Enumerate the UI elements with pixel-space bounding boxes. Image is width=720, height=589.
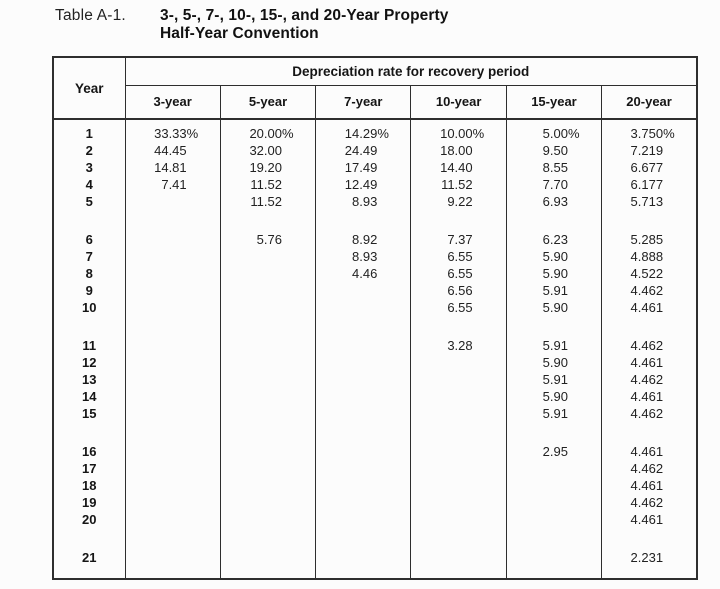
rate-cell bbox=[316, 210, 411, 231]
rate-cell bbox=[411, 511, 506, 528]
rate-value: 5.90 bbox=[542, 266, 568, 281]
rate-cell bbox=[602, 422, 697, 443]
rate-cell bbox=[411, 337, 506, 354]
rate-cell bbox=[602, 231, 697, 248]
rate-value: 6.55 bbox=[447, 249, 473, 264]
rate-cell bbox=[316, 443, 411, 460]
rate-cell bbox=[602, 477, 697, 494]
year-cell: 3 bbox=[53, 159, 125, 176]
year-header-cell: Year bbox=[53, 57, 125, 119]
rate-value: 4.461 bbox=[630, 444, 664, 459]
table-row bbox=[53, 371, 697, 388]
rate-cell bbox=[411, 371, 506, 388]
rate-value: 3.28 bbox=[447, 338, 473, 353]
rate-cell bbox=[220, 388, 315, 405]
rate-cell bbox=[125, 477, 220, 494]
column-header-3-year: 3-year bbox=[125, 85, 220, 119]
rate-value: 17.49 bbox=[344, 160, 378, 175]
rate-cell bbox=[125, 282, 220, 299]
year-cell: 9 bbox=[53, 282, 125, 299]
rate-value: 8.93 bbox=[352, 249, 378, 264]
rate-cell bbox=[411, 477, 506, 494]
rate-value: 5.90 bbox=[542, 389, 568, 404]
rate-cell bbox=[602, 494, 697, 511]
rate-cell bbox=[506, 299, 601, 316]
rate-cell bbox=[125, 528, 220, 549]
rate-cell bbox=[602, 265, 697, 282]
rate-value: 19.20 bbox=[249, 160, 282, 175]
rate-value: 6.56 bbox=[447, 283, 473, 298]
rate-cell bbox=[220, 193, 315, 210]
rate-cell bbox=[506, 528, 601, 549]
table-row bbox=[53, 549, 697, 566]
rate-value: 4.462 bbox=[630, 495, 664, 510]
group-spacer-row bbox=[53, 528, 697, 549]
year-cell: 12 bbox=[53, 354, 125, 371]
depreciation-table bbox=[52, 56, 698, 580]
rate-cell bbox=[220, 299, 315, 316]
rate-value: 5.90 bbox=[542, 249, 568, 264]
rate-cell bbox=[602, 460, 697, 477]
rate-cell bbox=[602, 299, 697, 316]
rate-cell bbox=[125, 422, 220, 443]
year-cell bbox=[53, 316, 125, 337]
rate-value: 6.677 bbox=[630, 160, 664, 175]
rate-cell bbox=[125, 299, 220, 316]
rate-cell bbox=[125, 265, 220, 282]
column-header-row bbox=[53, 85, 697, 119]
column-header-7-year: 7-year bbox=[316, 85, 411, 119]
rate-cell bbox=[602, 176, 697, 193]
rate-value: 6.55 bbox=[447, 300, 473, 315]
rate-value: 7.70 bbox=[542, 177, 568, 192]
rate-cell bbox=[602, 405, 697, 422]
rate-value: 4.461 bbox=[630, 478, 664, 493]
year-cell: 18 bbox=[53, 477, 125, 494]
rate-cell bbox=[316, 176, 411, 193]
rate-value: 4.462 bbox=[630, 338, 664, 353]
span-header-cell: Depreciation rate for recovery period bbox=[125, 57, 697, 85]
rate-cell bbox=[316, 248, 411, 265]
rate-cell bbox=[220, 231, 315, 248]
rate-cell bbox=[506, 460, 601, 477]
rate-cell bbox=[316, 231, 411, 248]
year-cell: 16 bbox=[53, 443, 125, 460]
table-row bbox=[53, 388, 697, 405]
rate-cell bbox=[316, 265, 411, 282]
rate-cell bbox=[220, 511, 315, 528]
rate-cell bbox=[316, 299, 411, 316]
rate-value: 2.231 bbox=[630, 550, 664, 565]
rate-cell bbox=[220, 354, 315, 371]
rate-cell bbox=[316, 337, 411, 354]
rate-cell bbox=[125, 566, 220, 579]
year-cell: 4 bbox=[53, 176, 125, 193]
rate-value: 4.888 bbox=[630, 249, 664, 264]
rate-cell bbox=[602, 337, 697, 354]
rate-value: 4.522 bbox=[630, 266, 664, 281]
rate-value: 2.95 bbox=[542, 444, 568, 459]
table-row bbox=[53, 460, 697, 477]
rate-value: 3.750 % bbox=[630, 126, 675, 141]
rate-cell bbox=[125, 549, 220, 566]
rate-cell bbox=[316, 371, 411, 388]
table-row bbox=[53, 494, 697, 511]
rate-cell bbox=[125, 231, 220, 248]
rate-cell bbox=[411, 443, 506, 460]
rate-cell bbox=[506, 566, 601, 579]
rate-value: 5.00 % bbox=[542, 126, 580, 141]
rate-value: 6.93 bbox=[542, 194, 568, 209]
rate-value: 8.92 bbox=[352, 232, 378, 247]
rate-cell bbox=[506, 176, 601, 193]
year-cell: 5 bbox=[53, 193, 125, 210]
rate-cell bbox=[602, 210, 697, 231]
rate-cell bbox=[506, 248, 601, 265]
rate-cell bbox=[316, 388, 411, 405]
rate-value: 6.177 bbox=[630, 177, 664, 192]
rate-cell bbox=[602, 282, 697, 299]
rate-cell bbox=[506, 388, 601, 405]
year-cell: 20 bbox=[53, 511, 125, 528]
rate-cell bbox=[411, 248, 506, 265]
rate-cell bbox=[220, 119, 315, 142]
year-cell: 17 bbox=[53, 460, 125, 477]
rate-cell bbox=[506, 210, 601, 231]
rate-cell bbox=[506, 337, 601, 354]
rate-value: 18.00 bbox=[440, 143, 473, 158]
page-title bbox=[160, 7, 448, 43]
table-header bbox=[53, 57, 697, 119]
rate-cell bbox=[316, 193, 411, 210]
rate-cell bbox=[411, 422, 506, 443]
rate-value: 4.462 bbox=[630, 372, 664, 387]
rate-cell bbox=[220, 316, 315, 337]
rate-cell bbox=[220, 566, 315, 579]
rate-value: 5.91 bbox=[542, 406, 568, 421]
rate-cell bbox=[411, 549, 506, 566]
year-cell: 7 bbox=[53, 248, 125, 265]
rate-value: 5.91 bbox=[542, 372, 568, 387]
rate-cell bbox=[316, 477, 411, 494]
rate-cell bbox=[602, 388, 697, 405]
rate-cell bbox=[506, 282, 601, 299]
rate-cell bbox=[316, 494, 411, 511]
rate-cell bbox=[316, 528, 411, 549]
table-row bbox=[53, 159, 697, 176]
rate-cell bbox=[602, 316, 697, 337]
rate-cell bbox=[316, 159, 411, 176]
column-header-20-year: 20-year bbox=[602, 85, 697, 119]
rate-cell bbox=[125, 248, 220, 265]
year-cell: 19 bbox=[53, 494, 125, 511]
rate-value: 7.41 bbox=[161, 177, 187, 192]
table-body bbox=[53, 119, 697, 579]
rate-value: 4.461 bbox=[630, 355, 664, 370]
rate-cell bbox=[125, 142, 220, 159]
column-header-5-year: 5-year bbox=[220, 85, 315, 119]
rate-value: 33.33 % bbox=[154, 126, 199, 141]
year-cell: 2 bbox=[53, 142, 125, 159]
table-row bbox=[53, 337, 697, 354]
rate-value: 11.52 bbox=[250, 194, 282, 209]
rate-value: 4.462 bbox=[630, 283, 664, 298]
rate-cell bbox=[125, 511, 220, 528]
rate-value: 5.90 bbox=[542, 355, 568, 370]
rate-value: 44.45 bbox=[154, 143, 187, 158]
table-row bbox=[53, 405, 697, 422]
table-row bbox=[53, 119, 697, 142]
rate-cell bbox=[506, 142, 601, 159]
bottom-pad-row bbox=[53, 566, 697, 579]
rate-cell bbox=[411, 231, 506, 248]
rate-cell bbox=[411, 460, 506, 477]
rate-cell bbox=[602, 528, 697, 549]
rate-cell bbox=[316, 566, 411, 579]
rate-value: 7.219 bbox=[630, 143, 664, 158]
year-cell: 14 bbox=[53, 388, 125, 405]
rate-value: 12.49 bbox=[344, 177, 378, 192]
rate-cell bbox=[506, 159, 601, 176]
rate-value: 9.50 bbox=[542, 143, 568, 158]
rate-value: 32.00 bbox=[249, 143, 282, 158]
rate-cell bbox=[125, 443, 220, 460]
rate-cell bbox=[602, 443, 697, 460]
year-cell: 6 bbox=[53, 231, 125, 248]
rate-value: 5.285 bbox=[630, 232, 664, 247]
rate-cell bbox=[411, 282, 506, 299]
rate-cell bbox=[602, 511, 697, 528]
rate-cell bbox=[602, 549, 697, 566]
rate-cell bbox=[506, 354, 601, 371]
rate-cell bbox=[316, 549, 411, 566]
rate-cell bbox=[602, 566, 697, 579]
year-cell: 11 bbox=[53, 337, 125, 354]
rate-cell bbox=[220, 142, 315, 159]
rate-cell bbox=[506, 511, 601, 528]
rate-cell bbox=[602, 119, 697, 142]
rate-cell bbox=[220, 337, 315, 354]
rate-value: 11.52 bbox=[250, 177, 282, 192]
group-spacer-row bbox=[53, 210, 697, 231]
rate-cell bbox=[220, 265, 315, 282]
rate-cell bbox=[316, 422, 411, 443]
year-cell: 8 bbox=[53, 265, 125, 282]
rate-cell bbox=[125, 405, 220, 422]
rate-cell bbox=[602, 159, 697, 176]
rate-cell bbox=[506, 422, 601, 443]
table-number-label: Table A-1. bbox=[55, 7, 126, 24]
rate-value: 5.91 bbox=[542, 283, 568, 298]
rate-cell bbox=[220, 549, 315, 566]
rate-cell bbox=[125, 159, 220, 176]
rate-value: 4.462 bbox=[630, 406, 664, 421]
rate-cell bbox=[411, 566, 506, 579]
rate-cell bbox=[411, 193, 506, 210]
table-row bbox=[53, 511, 697, 528]
table-row bbox=[53, 142, 697, 159]
rate-value: 6.23 bbox=[542, 232, 568, 247]
rate-value: 8.93 bbox=[352, 194, 378, 209]
rate-cell bbox=[411, 210, 506, 231]
rate-cell bbox=[316, 354, 411, 371]
rate-cell bbox=[220, 210, 315, 231]
rate-cell bbox=[125, 176, 220, 193]
column-header-15-year: 15-year bbox=[506, 85, 601, 119]
rate-value: 5.91 bbox=[542, 338, 568, 353]
year-cell: 15 bbox=[53, 405, 125, 422]
page-title-line2: Half-Year Convention bbox=[160, 25, 319, 42]
rate-value: 14.81 bbox=[154, 160, 187, 175]
year-cell: 21 bbox=[53, 549, 125, 566]
rate-cell bbox=[506, 119, 601, 142]
rate-value: 20.00 % bbox=[249, 126, 294, 141]
table-row bbox=[53, 193, 697, 210]
rate-cell bbox=[411, 299, 506, 316]
rate-value: 5.90 bbox=[542, 300, 568, 315]
rate-cell bbox=[125, 460, 220, 477]
year-cell bbox=[53, 566, 125, 579]
rate-value: 4.461 bbox=[630, 512, 664, 527]
rate-cell bbox=[220, 371, 315, 388]
rate-cell bbox=[602, 371, 697, 388]
rate-cell bbox=[506, 405, 601, 422]
year-cell: 1 bbox=[53, 119, 125, 142]
rate-value: 4.462 bbox=[630, 461, 664, 476]
rate-cell bbox=[506, 494, 601, 511]
rate-cell bbox=[220, 443, 315, 460]
table-row bbox=[53, 248, 697, 265]
rate-cell bbox=[316, 282, 411, 299]
rate-cell bbox=[506, 193, 601, 210]
year-cell: 13 bbox=[53, 371, 125, 388]
rate-value: 4.461 bbox=[630, 300, 664, 315]
rate-value: 7.37 bbox=[447, 232, 473, 247]
table-row bbox=[53, 299, 697, 316]
rate-value: 8.55 bbox=[542, 160, 568, 175]
rate-cell bbox=[125, 337, 220, 354]
span-header-row bbox=[53, 57, 697, 85]
rate-cell bbox=[220, 282, 315, 299]
rate-cell bbox=[220, 477, 315, 494]
rate-cell bbox=[125, 388, 220, 405]
rate-cell bbox=[506, 231, 601, 248]
rate-cell bbox=[411, 119, 506, 142]
rate-cell bbox=[506, 265, 601, 282]
rate-cell bbox=[316, 511, 411, 528]
rate-cell bbox=[411, 316, 506, 337]
rate-value: 10.00 % bbox=[440, 126, 485, 141]
rate-cell bbox=[125, 193, 220, 210]
rate-cell bbox=[316, 405, 411, 422]
year-cell: 10 bbox=[53, 299, 125, 316]
rate-cell bbox=[125, 119, 220, 142]
year-cell bbox=[53, 528, 125, 549]
rate-cell bbox=[602, 142, 697, 159]
rate-value: 5.713 bbox=[630, 194, 664, 209]
rate-cell bbox=[411, 159, 506, 176]
rate-cell bbox=[316, 316, 411, 337]
rate-cell bbox=[316, 119, 411, 142]
rate-cell bbox=[316, 142, 411, 159]
table-row bbox=[53, 477, 697, 494]
rate-cell bbox=[220, 528, 315, 549]
rate-value: 6.55 bbox=[447, 266, 473, 281]
rate-cell bbox=[316, 460, 411, 477]
table-row bbox=[53, 265, 697, 282]
group-spacer-row bbox=[53, 422, 697, 443]
rate-cell bbox=[602, 354, 697, 371]
table-row bbox=[53, 354, 697, 371]
table-row bbox=[53, 231, 697, 248]
rate-value: 4.46 bbox=[352, 266, 378, 281]
rate-value: 4.461 bbox=[630, 389, 664, 404]
year-cell bbox=[53, 210, 125, 231]
rate-cell bbox=[411, 405, 506, 422]
rate-cell bbox=[220, 460, 315, 477]
rate-cell bbox=[220, 248, 315, 265]
rate-cell bbox=[411, 388, 506, 405]
rate-cell bbox=[220, 176, 315, 193]
rate-cell bbox=[411, 176, 506, 193]
table-row bbox=[53, 176, 697, 193]
rate-cell bbox=[602, 248, 697, 265]
table-row bbox=[53, 282, 697, 299]
rate-cell bbox=[125, 494, 220, 511]
rate-value: 11.52 bbox=[441, 177, 473, 192]
rate-cell bbox=[125, 371, 220, 388]
rate-cell bbox=[125, 316, 220, 337]
rate-cell bbox=[220, 422, 315, 443]
year-cell bbox=[53, 422, 125, 443]
rate-cell bbox=[506, 443, 601, 460]
group-spacer-row bbox=[53, 316, 697, 337]
rate-cell bbox=[506, 549, 601, 566]
rate-cell bbox=[125, 354, 220, 371]
table-row bbox=[53, 443, 697, 460]
rate-cell bbox=[506, 371, 601, 388]
rate-cell bbox=[506, 477, 601, 494]
rate-value: 14.29 % bbox=[344, 126, 389, 141]
rate-cell bbox=[220, 159, 315, 176]
rate-value: 24.49 bbox=[344, 143, 378, 158]
rate-cell bbox=[506, 316, 601, 337]
rate-value: 9.22 bbox=[447, 194, 473, 209]
rate-cell bbox=[411, 265, 506, 282]
rate-value: 5.76 bbox=[256, 232, 282, 247]
rate-cell bbox=[411, 494, 506, 511]
column-header-10-year: 10-year bbox=[411, 85, 506, 119]
rate-cell bbox=[411, 354, 506, 371]
rate-cell bbox=[602, 193, 697, 210]
rate-value: 14.40 bbox=[440, 160, 473, 175]
rate-cell bbox=[411, 528, 506, 549]
rate-cell bbox=[125, 210, 220, 231]
page-title-line1: 3-, 5-, 7-, 10-, 15-, and 20-Year Property bbox=[160, 7, 449, 24]
rate-cell bbox=[220, 405, 315, 422]
rate-cell bbox=[411, 142, 506, 159]
rate-cell bbox=[220, 494, 315, 511]
